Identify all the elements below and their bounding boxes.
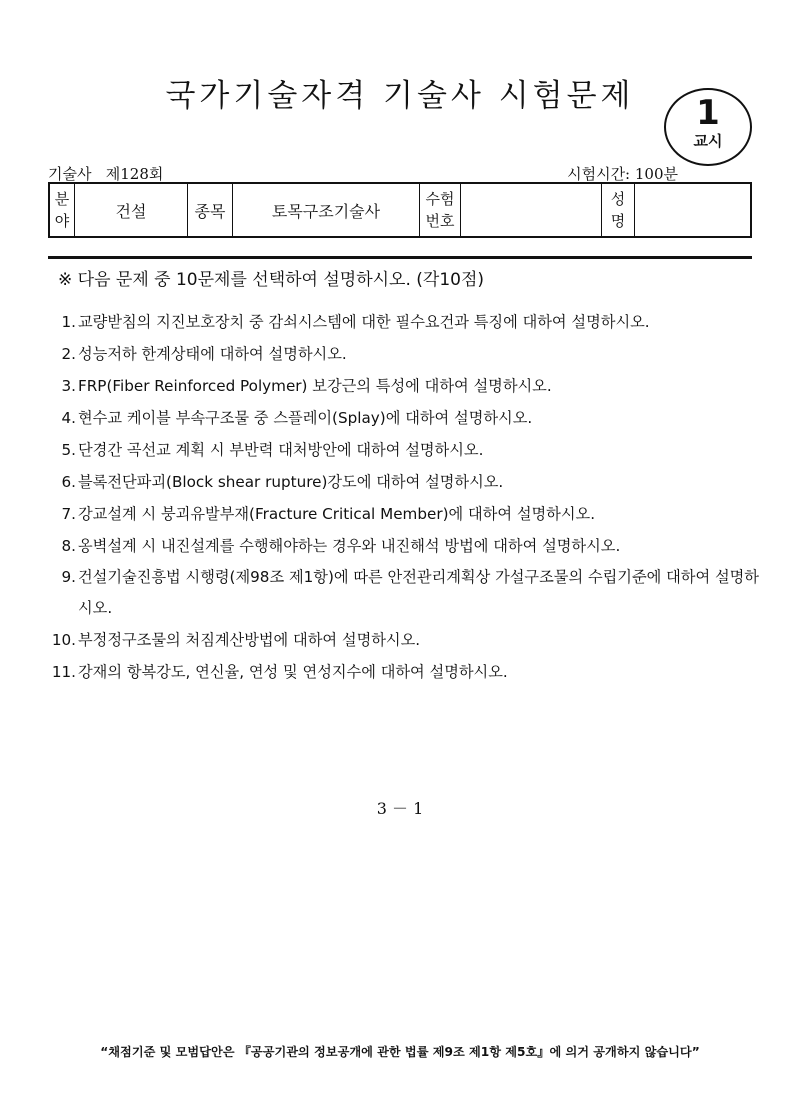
question-item [48,562,763,624]
exam-no-label-line-2: 번호 [425,212,455,230]
field-label-cell [49,183,75,237]
question-text: FRP(Fiber Reinforced Polymer) 보강근의 특성에 대하여 설명하시오. [78,377,552,395]
question-item [48,434,763,466]
question-text: 건설기술진흥법 시행령(제98조 제1항)에 따른 안전관리계획상 가설구조물의 수립기준에 대하여 설명하시오. [78,568,759,617]
question-item [48,656,763,688]
question-text: 단경간 곡선교 계획 시 부반력 대처방안에 대하여 설명하시오. [78,441,484,459]
footer-notice: “채점기준 및 모범답안은 『공공기관의 정보공개에 관한 법률 제9조 제1항 제5호』에 의거 공개하지 않습니다” [100,1045,700,1059]
name-field[interactable] [635,183,752,237]
question-item [48,338,763,370]
field-label-line-1: 분 [54,190,70,208]
exam-no-label-cell [420,183,461,237]
field-label-line-2: 야 [54,212,70,230]
instruction: ※ 다음 문제 중 10문제를 선택하여 설명하시오. (각10점) [58,270,485,290]
question-item [48,402,763,434]
exam-no-field[interactable] [461,183,602,237]
exam-round: 기술사 제128회 [48,165,164,183]
question-number: 5. [61,441,76,459]
name-label-line-2: 명 [610,212,626,230]
question-text: 부정정구조물의 처짐계산방법에 대하여 설명하시오. [78,631,421,649]
question-number: 3. [61,377,76,395]
question-number: 9. [61,568,76,586]
question-text: 옹벽설계 시 내진설계를 수행해야하는 경우와 내진해석 방법에 대하여 설명하시오. [78,537,621,555]
session-number: 1 [696,93,720,133]
session-label: 교시 [693,132,723,150]
item-value: 토목구조기술사 [233,183,420,237]
header-divider [48,256,752,259]
exam-time: 시험시간: 100분 [567,165,678,183]
document-title: 국가기술자격 기술사 시험문제 [165,78,635,114]
question-item [48,466,763,498]
question-text: 강교설계 시 붕괴유발부재(Fracture Critical Member)에 대하여 설명하시오. [78,505,596,523]
field-value: 건설 [75,183,188,237]
question-number: 7. [61,505,76,523]
question-item [48,498,763,530]
question-number: 1. [61,313,76,331]
exam-no-label-line-1: 수험 [425,190,455,208]
question-number: 6. [61,473,76,491]
question-number: 10. [51,631,76,649]
name-label-cell [602,183,635,237]
question-item [48,306,763,338]
question-text: 강재의 항복강도, 연신율, 연성 및 연성지수에 대하여 설명하시오. [78,663,508,681]
question-item [48,370,763,402]
question-number: 11. [51,663,76,681]
page-number: 3 － 1 [376,799,424,818]
question-item [48,530,763,562]
question-number: 4. [61,409,76,427]
question-item [48,624,763,656]
session-badge [664,88,752,166]
exam-info-table [48,182,752,238]
question-text: 교량받침의 지진보호장치 중 감쇠시스템에 대한 필수요건과 특징에 대하여 설명하시오. [78,313,650,331]
question-text: 현수교 케이블 부속구조물 중 스플레이(Splay)에 대하여 설명하시오. [78,409,533,427]
name-label-line-1: 성 [610,190,626,208]
question-list [48,306,763,688]
question-text: 블록전단파괴(Block shear rupture)강도에 대하여 설명하시오. [78,473,504,491]
question-number: 8. [61,537,76,555]
item-label: 종목 [188,183,233,237]
question-text: 성능저하 한계상태에 대하여 설명하시오. [78,345,347,363]
question-number: 2. [61,345,76,363]
